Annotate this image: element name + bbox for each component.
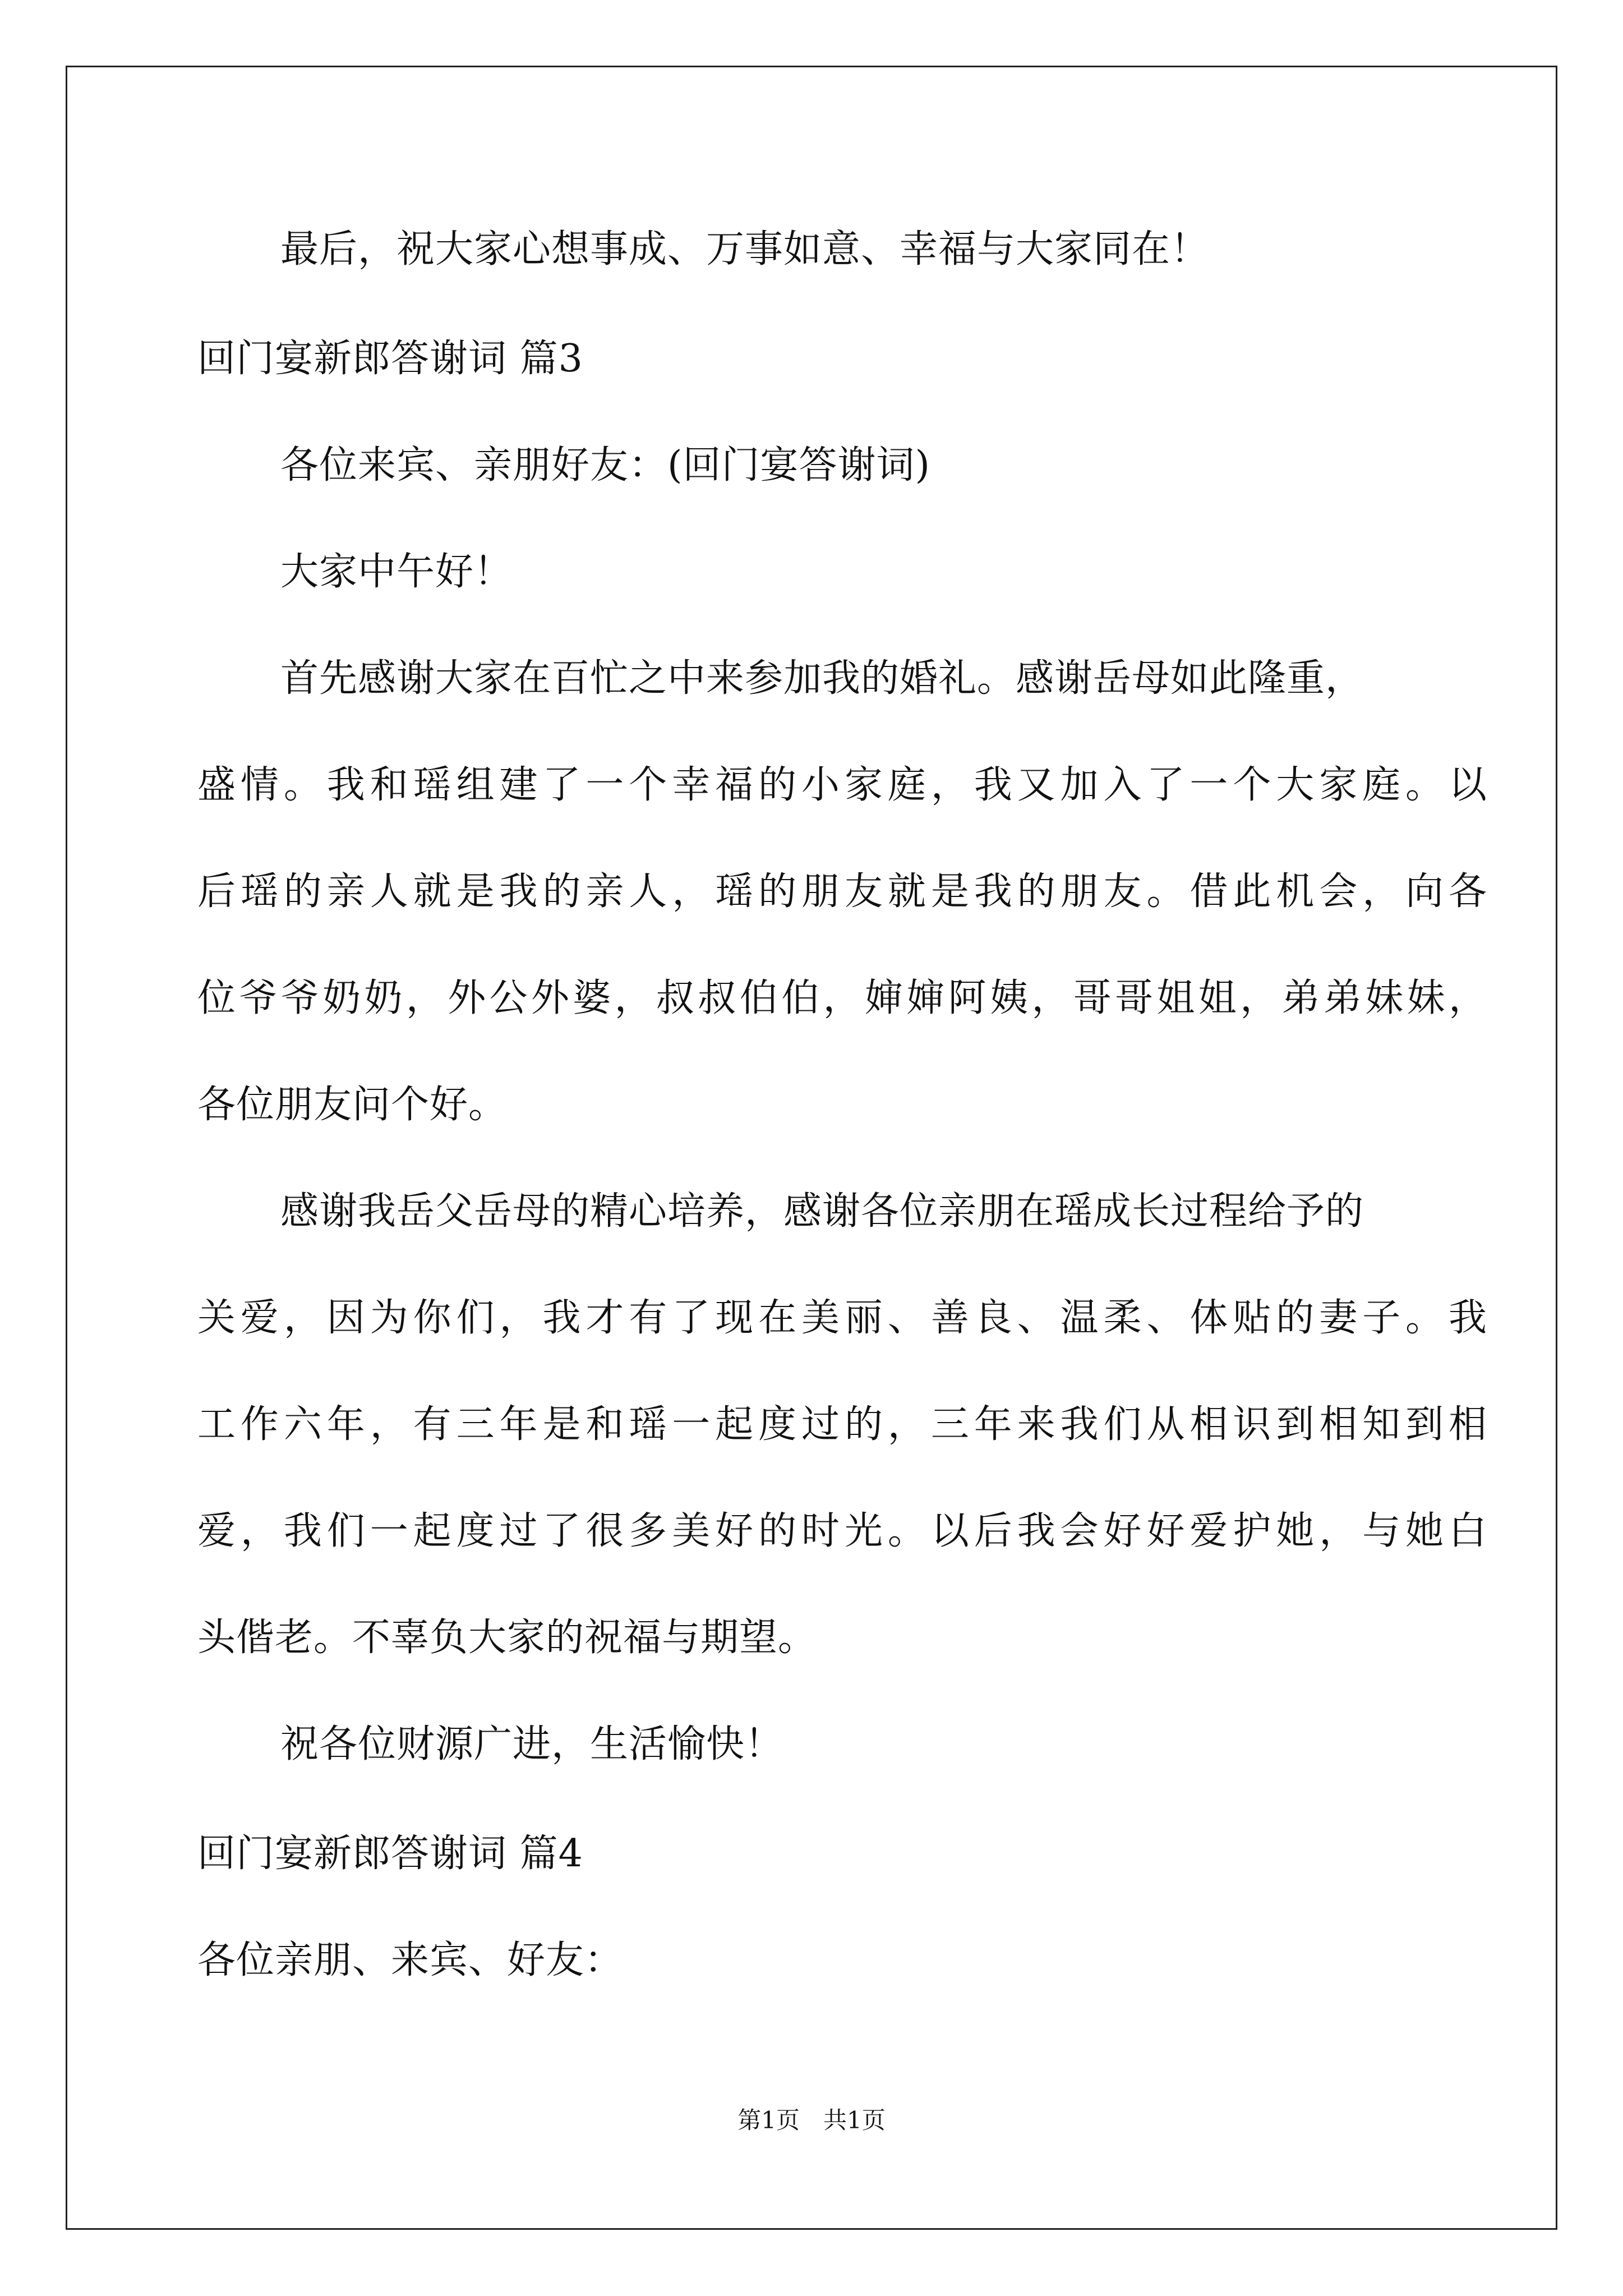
paragraph-1-line-4: 位爷爷奶奶，外公外婆，叔叔伯伯，婶婶阿姨，哥哥姐姐，弟弟妹妹， xyxy=(197,976,1487,1020)
paragraph-2-line-3: 工作六年，有三年是和瑶一起度过的，三年来我们从相识到相知到相 xyxy=(197,1402,1487,1447)
section-heading-3: 回门宴新郎答谢词 篇3 xyxy=(197,337,583,381)
paragraph-2-line-5: 头偕老。不辜负大家的祝福与期望。 xyxy=(197,1616,817,1660)
greeting-line: 各位来宾、亲朋好友：(回门宴答谢词) xyxy=(280,443,931,487)
paragraph-1-line-2: 盛情。我和瑶组建了一个幸福的小家庭，我又加入了一个大家庭。以 xyxy=(197,763,1487,807)
closing-wish-line: 最后，祝大家心想事成、万事如意、幸福与大家同在！ xyxy=(280,227,1210,272)
page-number-footer: 第1页 共1页 xyxy=(737,2106,886,2134)
noon-greeting-line: 大家中午好！ xyxy=(280,550,513,594)
page-border xyxy=(66,66,1557,2230)
paragraph-1-line-1: 首先感谢大家在百忙之中来参加我的婚礼。感谢岳母如此隆重， xyxy=(280,656,1364,701)
paragraph-2-line-4: 爱，我们一起度过了很多美好的时光。以后我会好好爱护她，与她白 xyxy=(197,1509,1487,1553)
closing-wish-2-line: 祝各位财源广进，生活愉快！ xyxy=(280,1722,784,1766)
section-heading-4: 回门宴新郎答谢词 篇4 xyxy=(197,1832,583,1876)
paragraph-1-line-3: 后瑶的亲人就是我的亲人，瑶的朋友就是我的朋友。借此机会，向各 xyxy=(197,869,1487,914)
greeting-4-line: 各位亲朋、来宾、好友： xyxy=(197,1938,624,1982)
paragraph-1-line-5: 各位朋友问个好。 xyxy=(197,1083,508,1127)
paragraph-2-line-1: 感谢我岳父岳母的精心培养，感谢各位亲朋在瑶成长过程给予的 xyxy=(280,1189,1364,1234)
paragraph-2-line-2: 关爱，因为你们，我才有了现在美丽、善良、温柔、体贴的妻子。我 xyxy=(197,1296,1487,1340)
